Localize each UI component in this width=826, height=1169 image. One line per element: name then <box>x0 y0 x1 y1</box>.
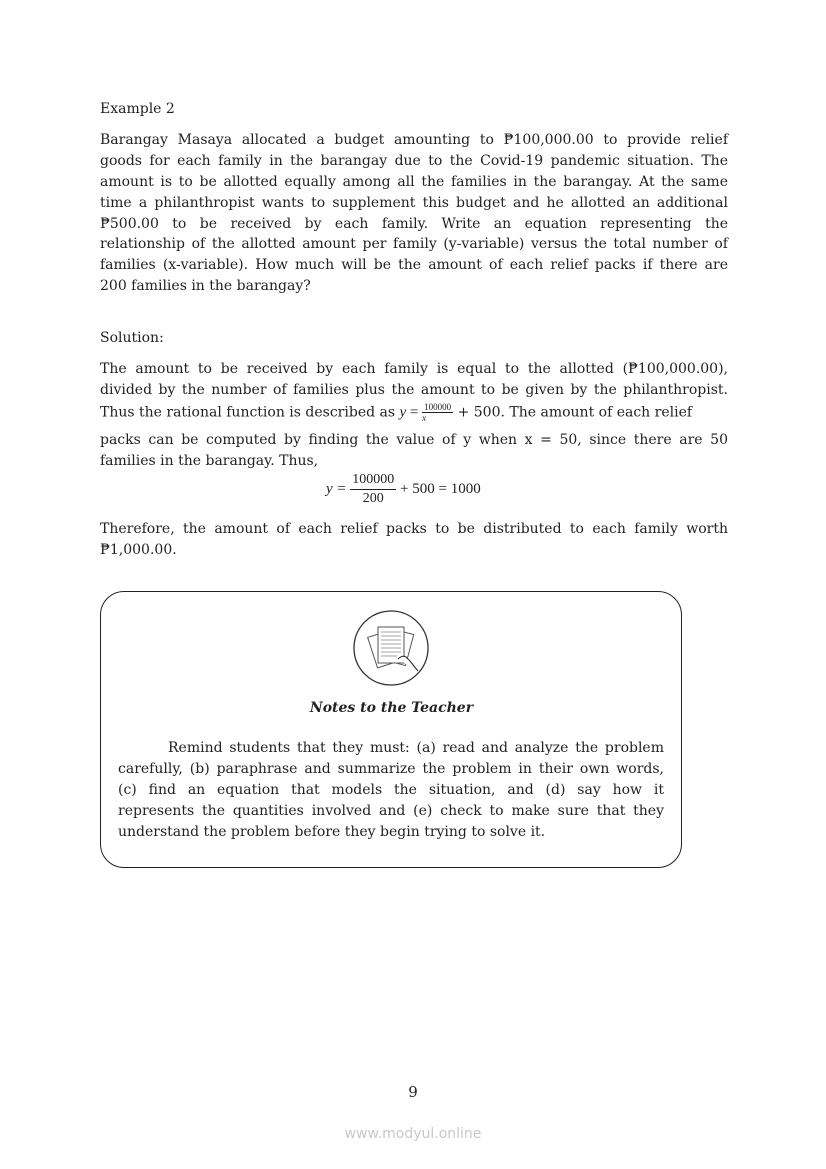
inline-fraction <box>422 402 453 423</box>
documents-in-hand-icon <box>352 609 430 687</box>
numerator: 100000 <box>350 471 396 490</box>
text-line: families in the barangay. Thus, <box>100 453 319 469</box>
text-line: Barangay Masaya allocated a budget amounting to ₱100,000.00 to provide relief <box>100 132 728 148</box>
text-line: amount is to be allotted equally among all the families in the barangay. At the same <box>100 174 728 190</box>
text-line: divided by the number of families plus the amount to be given by the philanthropist. <box>100 382 728 398</box>
numerator: 100000 <box>424 402 452 412</box>
var-y: y <box>399 404 407 421</box>
denominator: 200 <box>362 491 384 506</box>
eq-lhs: y = <box>326 480 351 497</box>
eq-rhs: + 500 = 1000 <box>396 480 481 497</box>
notes-title: Notes to the Teacher <box>309 700 474 716</box>
text-line: (c) find an equation that models the situation, and (d) say how it <box>118 782 664 798</box>
text-line: families (x-variable). How much will be the amount of each relief packs if there are <box>100 257 728 273</box>
text-line: ₱1,000.00. <box>100 542 177 558</box>
text-line: 200 families in the barangay? <box>100 278 311 294</box>
page-number: 9 <box>408 1083 418 1101</box>
example-heading: Example 2 <box>100 101 175 117</box>
equals: = <box>406 404 423 421</box>
text-line: Therefore, the amount of each relief packs to be distributed to each family worth <box>100 521 728 537</box>
solution-heading: Solution: <box>100 330 164 346</box>
text-line: packs can be computed by finding the value of y when x = 50, since there are 50 <box>100 432 728 448</box>
display-equation <box>326 471 481 508</box>
text-line: represents the quantities involved and (e) check to make sure that they <box>118 803 664 819</box>
text-line: understand the problem before they begin trying to solve it. <box>118 824 546 840</box>
text-line: Remind students that they must: (a) read and analyze the problem <box>168 740 664 756</box>
denominator: x <box>422 413 427 423</box>
text-line: time a philanthropist wants to supplement this budget and he allotted an additional <box>100 195 728 211</box>
text-line-with-fraction <box>100 402 728 423</box>
text-line: goods for each family in the barangay due to the Covid-19 pandemic situation. The <box>100 153 728 169</box>
text: + 500. The amount of each relief <box>453 404 693 421</box>
text-line: ₱500.00 to be received by each family. Write an equation representing the <box>100 216 728 232</box>
display-fraction <box>350 471 396 508</box>
watermark: www.modyul.online <box>344 1126 482 1142</box>
text-line: relationship of the allotted amount per family (y-variable) versus the total number of <box>100 236 728 252</box>
text-line: carefully, (b) paraphrase and summarize the problem in their own words, <box>118 761 664 777</box>
text-line: The amount to be received by each family is equal to the allotted (₱100,000.00), <box>100 361 728 377</box>
text: Thus the rational function is described as <box>100 404 400 421</box>
